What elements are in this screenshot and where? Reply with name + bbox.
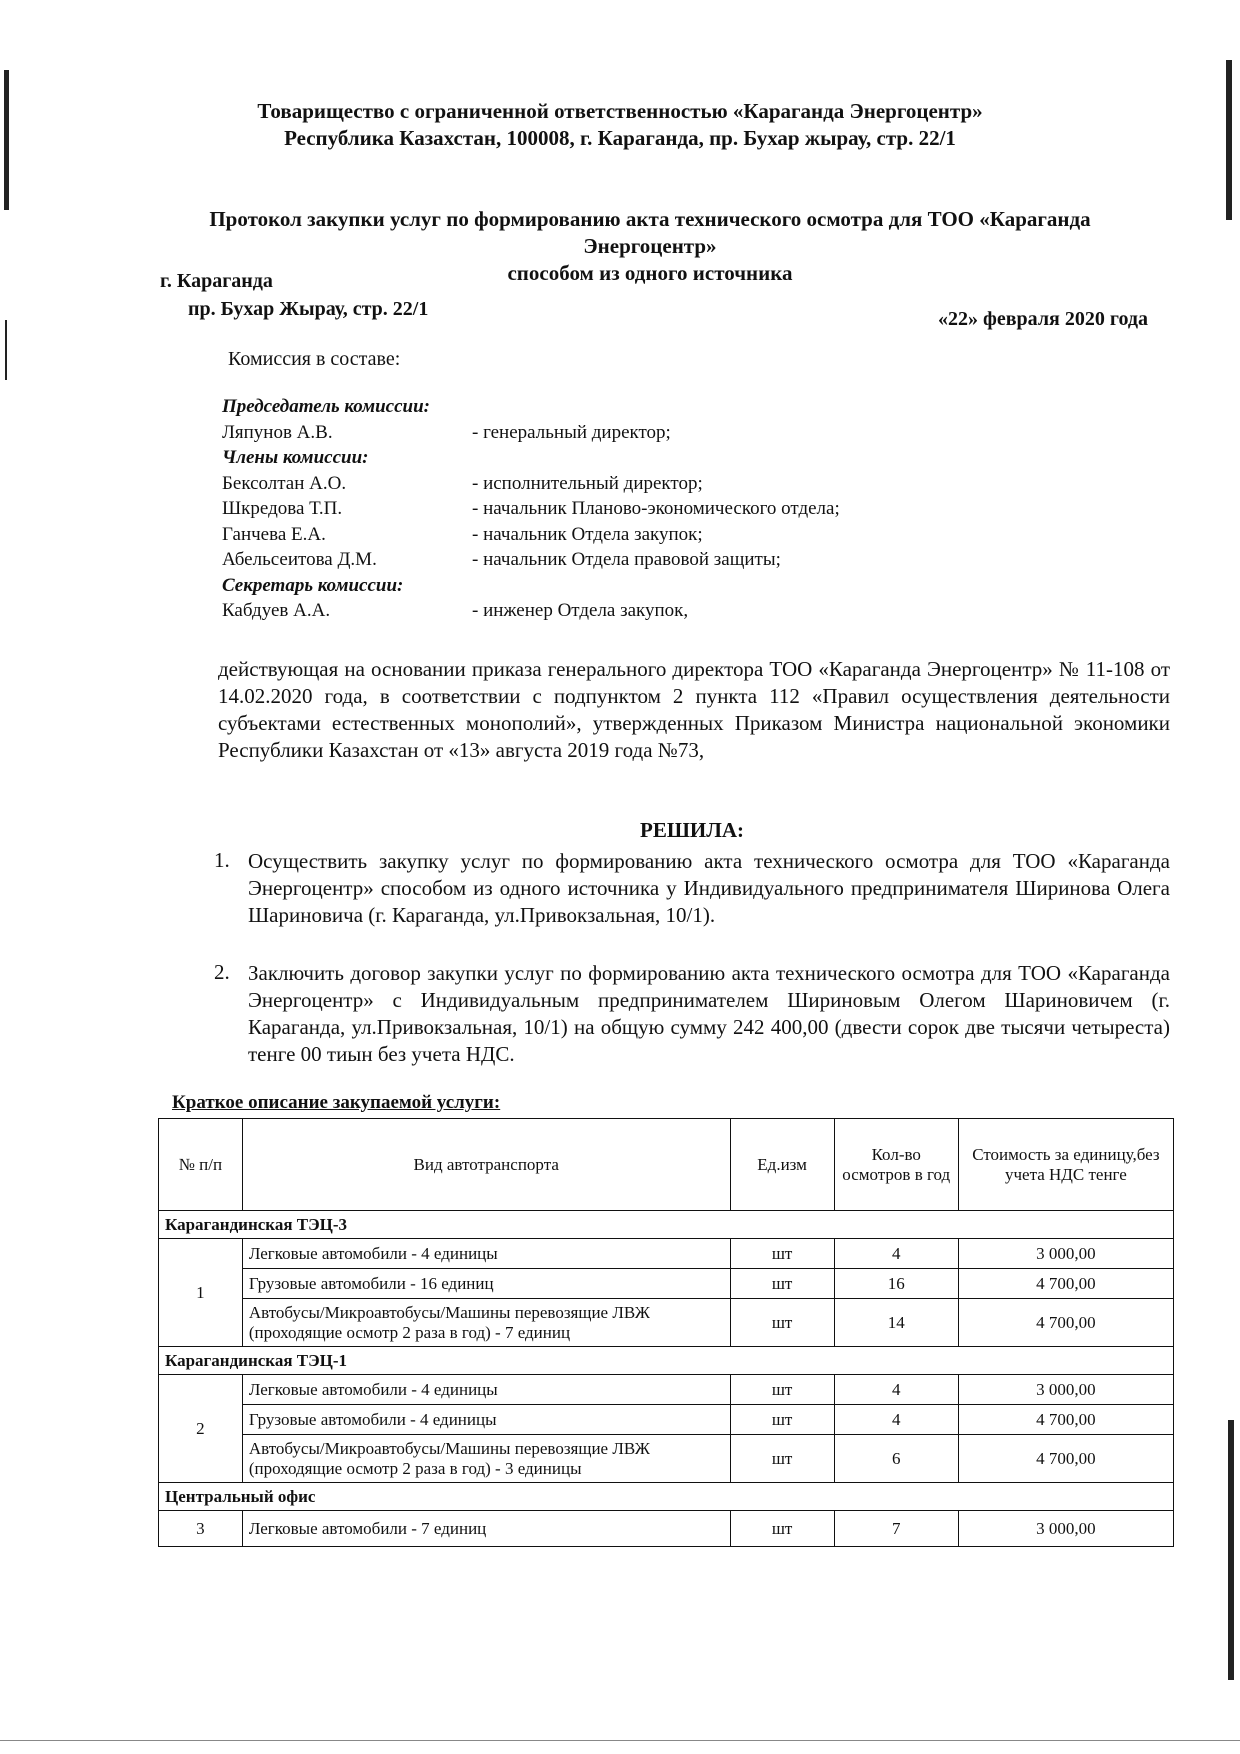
org-name: Товарищество с ограниченной ответственностью «Караганда Энергоцентр»: [257, 99, 983, 123]
place-street: пр. Бухар Жырау, стр. 22/1: [188, 298, 429, 320]
secretary-label: Секретарь комиссии:: [222, 574, 404, 596]
members-label: Члены комиссии:: [222, 447, 369, 468]
commission-member-row: [222, 522, 1022, 548]
table-caption: Краткое описание закупаемой услуги:: [172, 1092, 501, 1113]
member-role: - начальник Планово-экономического отдела;: [472, 498, 840, 519]
commission-member-row: [222, 547, 1022, 573]
decision-item-text: Заключить договор закупки услуг по формированию акта технического осмотра для ТОО «Караганда Энергоцентр» с Индивидуальным предпринимателем Шириновым Олегом Шариновичем (г. Караганда, ул.Привокзальная, 10/1) на общую сумму 242 400,00 (двести сорок две тысячи четыреста) тенге 00 тиын без учета НДС.: [248, 961, 1170, 1066]
member-role: - инженер Отдела закупок,: [472, 600, 689, 621]
document-date: «22» февраля 2020 года: [938, 308, 1148, 330]
row-price: 3 000,00: [958, 1239, 1173, 1269]
col-header-unit: Ед.изм: [730, 1119, 834, 1211]
row-type: Автобусы/Микроавтобусы/Машины перевозящие ЛВЖ (проходящие осмотр 2 раза в год) - 7 единиц: [242, 1299, 730, 1347]
org-address: Республика Казахстан, 100008, г. Караганда, пр. Бухар жырау, стр. 22/1: [284, 126, 956, 150]
scan-mark-left-2: [5, 320, 7, 380]
row-price: 3 000,00: [958, 1375, 1173, 1405]
row-unit: шт: [730, 1511, 834, 1547]
row-type: Легковые автомобили - 4 единицы: [242, 1239, 730, 1269]
row-price: 4 700,00: [958, 1299, 1173, 1347]
row-count: 7: [834, 1511, 958, 1547]
table-row: [159, 1405, 1174, 1435]
member-role: - генеральный директор;: [472, 421, 671, 443]
row-price: 3 000,00: [958, 1511, 1173, 1547]
member-role: - начальник Отдела закупок;: [472, 523, 703, 545]
table-row: [159, 1511, 1174, 1547]
decision-heading: РЕШИЛА:: [640, 818, 745, 842]
member-role: - исполнительный директор;: [472, 472, 703, 494]
row-unit: шт: [730, 1405, 834, 1435]
org-header: [120, 98, 1120, 152]
table-header-row: [159, 1119, 1174, 1211]
row-count: 16: [834, 1269, 958, 1299]
table-section-row: [159, 1483, 1174, 1511]
row-unit: шт: [730, 1375, 834, 1405]
row-type: Легковые автомобили - 7 единиц: [242, 1511, 730, 1547]
col-header-price: Стоимость за единицу,без учета НДС тенге: [958, 1119, 1173, 1211]
table-row: [159, 1435, 1174, 1483]
row-type: Грузовые автомобили - 4 единицы: [242, 1405, 730, 1435]
commission-member-row: [222, 420, 1022, 446]
section-name: Карагандинская ТЭЦ-3: [159, 1211, 1174, 1239]
row-number: 1: [159, 1239, 243, 1347]
row-price: 4 700,00: [958, 1269, 1173, 1299]
table-section-row: [159, 1347, 1174, 1375]
decision-item-number: 2.: [214, 960, 230, 984]
commission-intro: Комиссия в составе:: [228, 348, 401, 370]
row-count: 4: [834, 1239, 958, 1269]
commission-list: [222, 394, 1022, 624]
row-number: 2: [159, 1375, 243, 1483]
member-name: Ганчева Е.А.: [222, 523, 326, 545]
table-row: [159, 1375, 1174, 1405]
col-header-type: Вид автотранспорта: [242, 1119, 730, 1211]
title-line-3: способом из одного источника: [507, 261, 793, 285]
table-row: [159, 1269, 1174, 1299]
chair-label: Председатель комиссии:: [222, 396, 430, 417]
section-name: Центральный офис: [159, 1483, 1174, 1511]
table-row: [159, 1239, 1174, 1269]
row-count: 14: [834, 1299, 958, 1347]
section-name: Карагандинская ТЭЦ-1: [159, 1347, 1174, 1375]
row-count: 6: [834, 1435, 958, 1483]
row-price: 4 700,00: [958, 1435, 1173, 1483]
scan-mark-right: [1226, 60, 1232, 220]
scan-mark-right-2: [1228, 1420, 1234, 1680]
table-section-row: [159, 1211, 1174, 1239]
title-line-2: Энергоцентр»: [583, 234, 717, 258]
scan-mark-bottom: [0, 1740, 1240, 1741]
row-unit: шт: [730, 1269, 834, 1299]
col-header-count: Кол-во осмотров в год: [834, 1119, 958, 1211]
row-type: Грузовые автомобили - 16 единиц: [242, 1269, 730, 1299]
decision-item-number: 1.: [214, 848, 230, 872]
decision-item-text: Осуществить закупку услуг по формированию акта технического осмотра для ТОО «Караганда Энергоцентр» способом из одного источника у Индивидуального предпринимателя Ширинова Олега Шариновича (г. Караганда, ул.Привокзальная, 10/1).: [248, 849, 1170, 927]
commission-member-row: [222, 496, 1022, 522]
document-title: [150, 206, 1150, 287]
commission-member-row: [222, 471, 1022, 497]
member-role: - начальник Отдела правовой защиты;: [472, 549, 781, 570]
row-unit: шт: [730, 1239, 834, 1269]
row-count: 4: [834, 1375, 958, 1405]
row-price: 4 700,00: [958, 1405, 1173, 1435]
member-name: Кабдуев А.А.: [222, 600, 331, 621]
col-header-number: № п/п: [159, 1119, 243, 1211]
row-number: 3: [159, 1511, 243, 1547]
scan-mark-left: [4, 70, 9, 210]
row-unit: шт: [730, 1299, 834, 1347]
basis-paragraph: действующая на основании приказа генерального директора ТОО «Караганда Энергоцентр» № 11-108 от 14.02.2020 года, в соответствии с подпунктом 2 пункта 112 «Правил осуществления деятельности субъектами естественных монополий», утвержденных Приказом Министра национальной экономики Республики Казахстан от «13» августа 2019 года №73,: [218, 657, 1170, 762]
member-name: Бексолтан А.О.: [222, 472, 347, 494]
row-type: Легковые автомобили - 4 единицы: [242, 1375, 730, 1405]
place-city: г. Караганда: [160, 270, 273, 292]
row-type: Автобусы/Микроавтобусы/Машины перевозящие ЛВЖ (проходящие осмотр 2 раза в год) - 3 единицы: [242, 1435, 730, 1483]
member-name: Шкредова Т.П.: [222, 498, 343, 519]
member-name: Ляпунов А.В.: [222, 421, 333, 443]
member-name: Абельсеитова Д.М.: [222, 549, 377, 570]
row-count: 4: [834, 1405, 958, 1435]
commission-member-row: [222, 598, 1022, 624]
row-unit: шт: [730, 1435, 834, 1483]
title-line-1: Протокол закупки услуг по формированию акта технического осмотра для ТОО «Караганда: [209, 207, 1091, 231]
table-row: [159, 1299, 1174, 1347]
services-table: [158, 1118, 1174, 1547]
